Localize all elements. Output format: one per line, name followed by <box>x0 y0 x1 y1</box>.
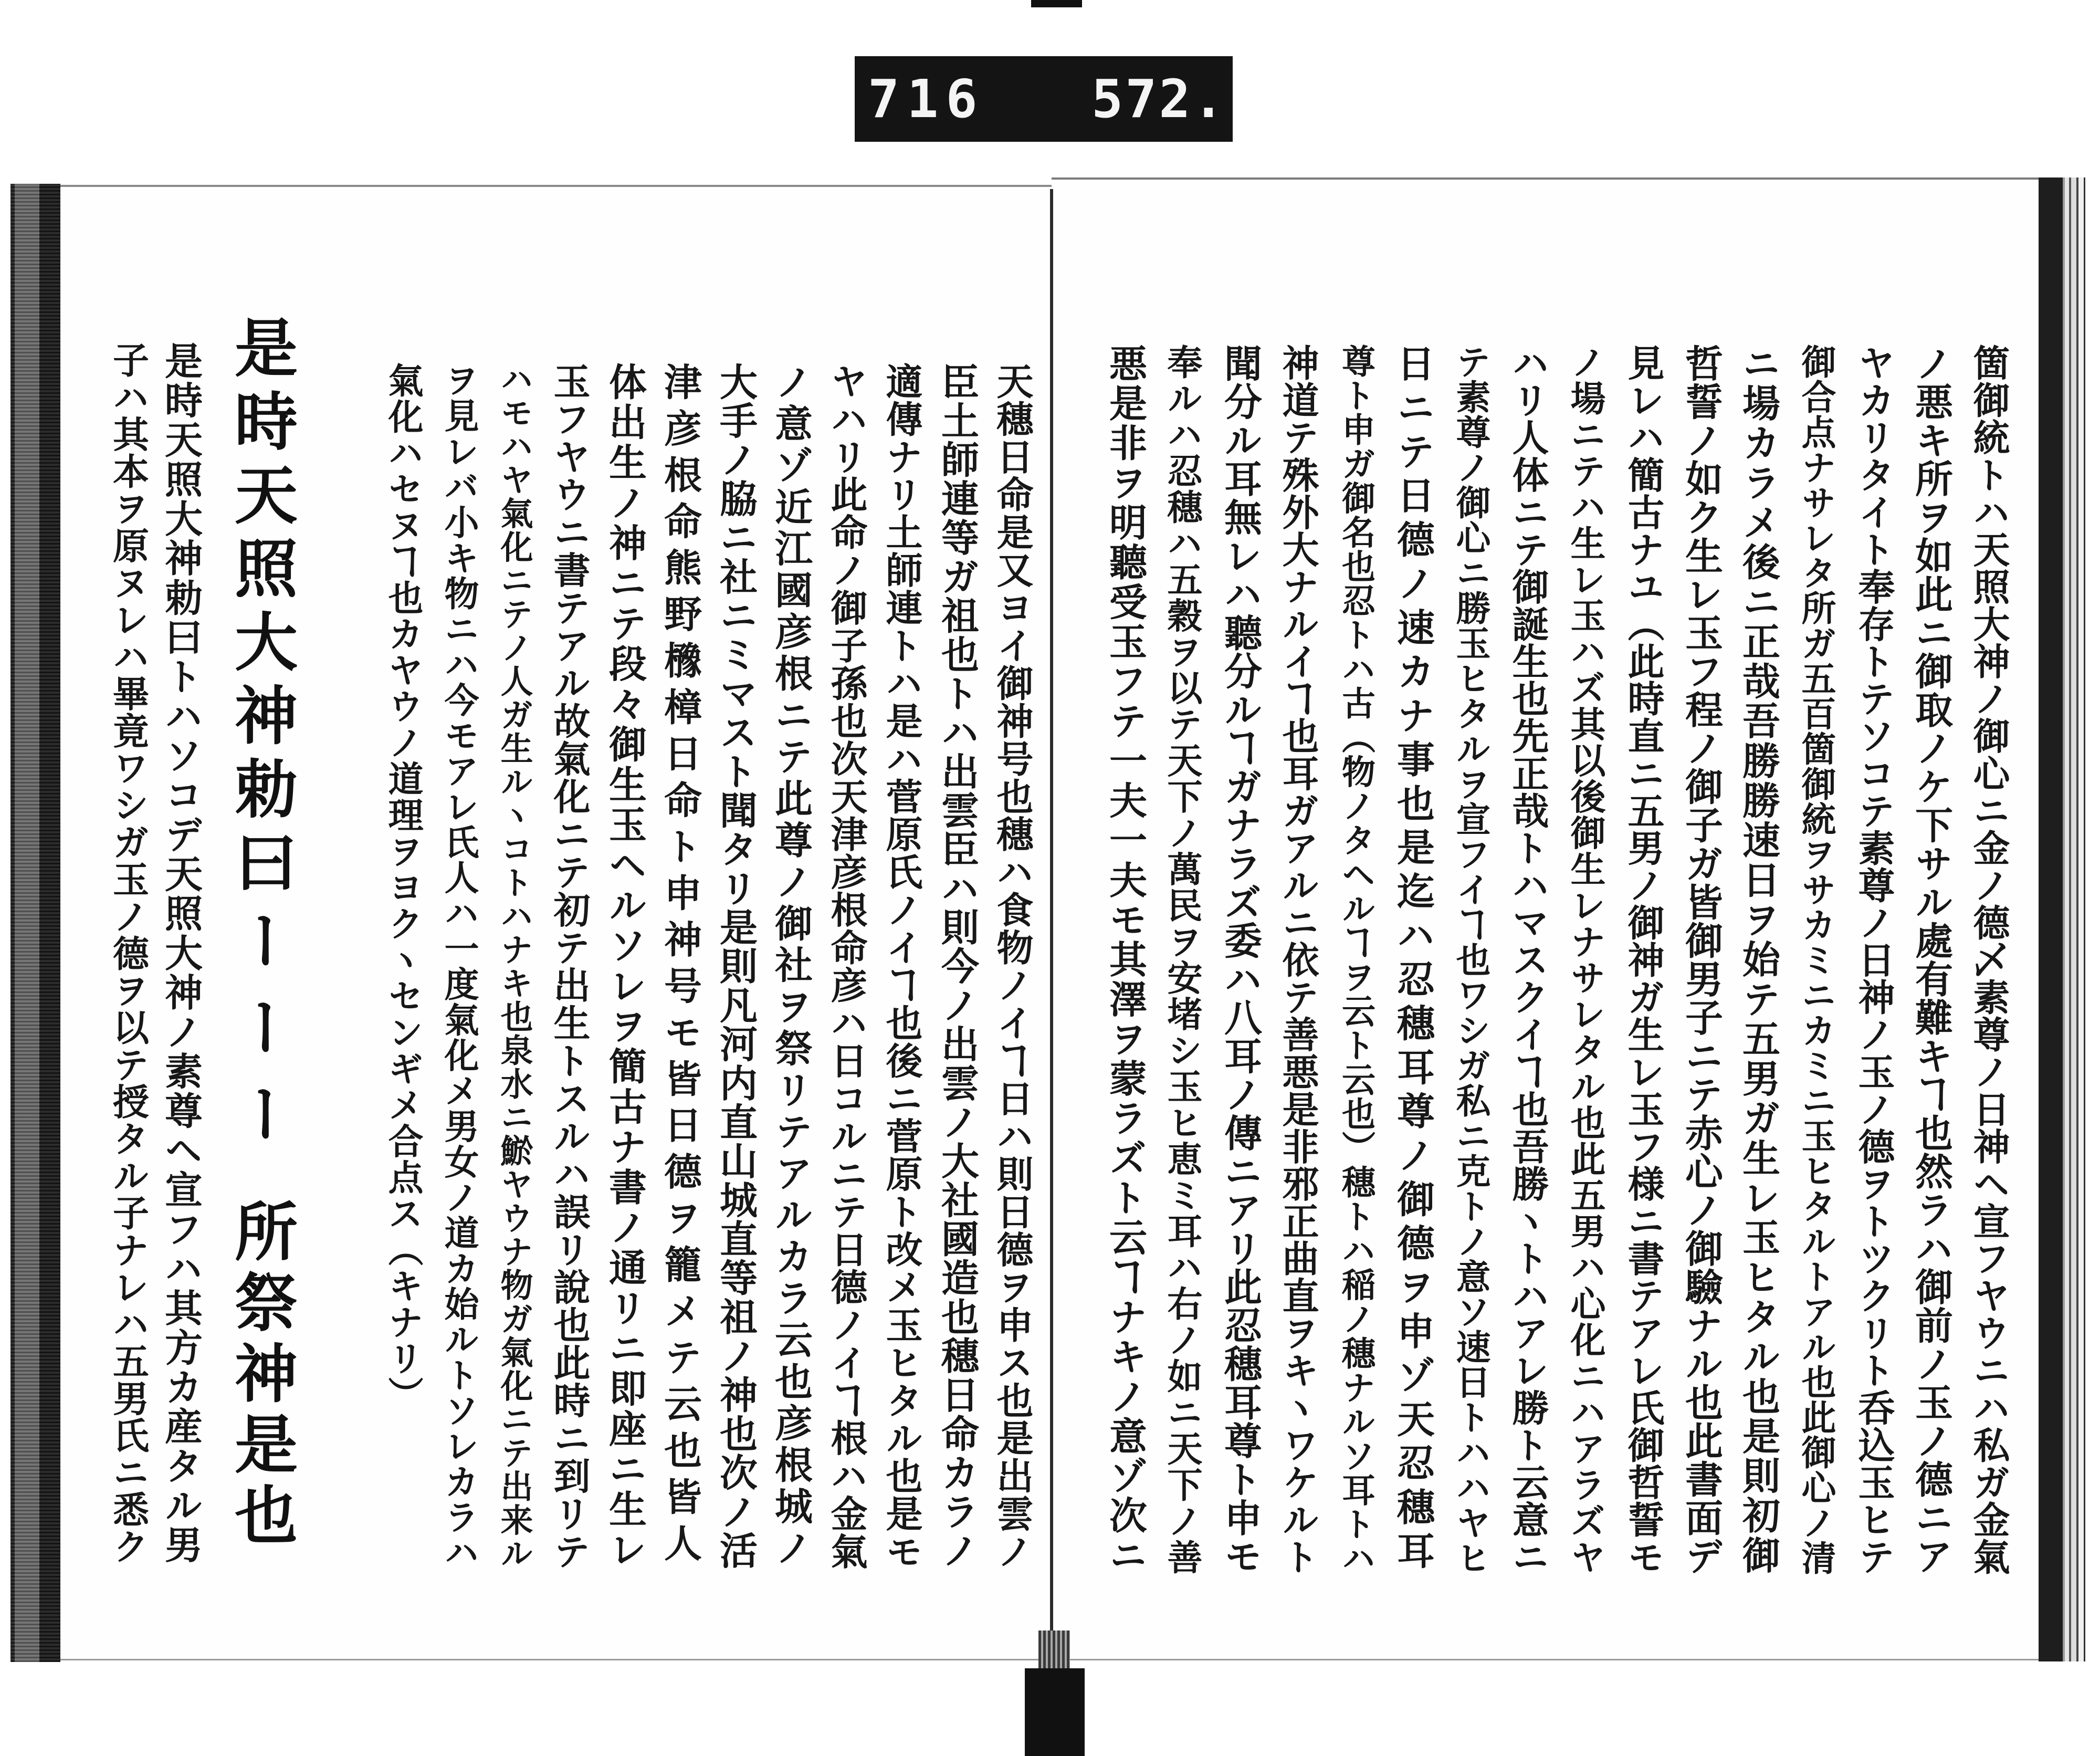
catalog-number-left: 716 <box>868 68 985 130</box>
text-column: ノ意ゾ近江國彦根ニテ此尊ノ御社ヲ祭リテアルカラ云也彦根城ノ <box>769 362 813 1570</box>
text-column: 玉フヤウニ書テアル故氣化ニテ初テ出生トスルハ誤リ說也此時ニ到リテ <box>548 362 591 1571</box>
text-column: 津彦根命熊野櫲樟日命ト申神号モ皆日德ヲ籠メテ云也皆人 <box>658 362 702 1570</box>
text-column: ヲ見レバ小キ物ニハ今モアレ氏人ハ一度氣化メ男女ノ道カ始ルトソレカラハ <box>438 362 479 1571</box>
section-heading: 是時天照大神勅曰 <box>224 315 298 903</box>
text-column: ノ場ニテハ生レ玉ハズ其以後御生レナサレタル也此五男ハ心化ニハアラズヤ <box>1565 344 1606 1575</box>
text-column: テ素尊ノ御心ニ勝玉ヒタルヲ宣フイヿ也ワシガ私ニ克トノ意ソ速日トハハヤヒ <box>1450 344 1491 1575</box>
text-column: 子ハ其本ヲ原ヌレハ畢竟ワシガ玉ノ德ヲ以テ授タル子ナレハ五男氏ニ悉ク <box>107 341 149 1565</box>
text-column: 日ニテ日德ノ速カナ事也是迄ハ忍穗耳尊ノ御德ヲ申ゾ天忍穗耳 <box>1391 344 1435 1575</box>
text-column: 体出生ノ神ニテ段々御生玉ヘルソレヲ簡古ナ書ノ通リニ即座ニ生レ <box>603 362 647 1571</box>
text-column: ノ悪キ所ヲ如此ニ御取ノケ下サル處有難キヿ也然ラハ御前ノ玉ノ德ニア <box>1909 344 1954 1575</box>
text-column: 奉ルハ忍穗ハ五穀ヲ以テ天下ノ萬民ヲ安堵シ玉ヒ恵ミ耳ハ右ノ如ニ天下ノ善 <box>1162 344 1203 1575</box>
text-column: 天穗日命是又ヨイ御神号也穗ハ食物ノイヿ日ハ則日德ヲ申ス也是出雲ノ <box>991 362 1034 1571</box>
binding-thread <box>1038 1630 1070 1668</box>
text-column: ハリ人体ニテ御誕生也先正哉トハマスクイヿ也吾勝ヽトハアレ勝ト云意ニ <box>1506 344 1550 1575</box>
text-column: 悪是非ヲ明聽受玉フテ一夫一夫モ其澤ヲ蒙ラズト云ヿナキノ意ゾ次ニ <box>1103 344 1148 1576</box>
catalog-number-label <box>855 56 1233 142</box>
section-heading-dashes: ーーー <box>224 908 298 1168</box>
text-column: 神道テ殊外大ナルイヿ也耳ガアルニ依テ善悪是非邪正曲直ヲキヽワケルト <box>1276 344 1320 1575</box>
text-column: 哲誓ノ如ク生レ玉フ程ノ御子ガ皆御男子ニテ赤心ノ御驗ナル也此書面デ <box>1679 344 1724 1575</box>
text-column: ハモハヤ氣化ニテノ人ガ生ルヽコトハナキ也泉水ニ鯲ヤウナ物ガ氣化ニテ出来ル <box>495 362 533 1571</box>
top-binding-bar <box>1031 0 1082 7</box>
catalog-number-right: 572. <box>1091 68 1226 130</box>
text-column: 尊ト申ガ御名也忍トハ古（物ノタヘルヿヲ云ト云也）穗トハ稲ノ穗ナルソ耳トハ <box>1336 344 1376 1576</box>
text-column: 御合点ナサレタ所ガ五百箇御統ヲサカミニカミニ玉ヒタルトアル也此御心ノ清 <box>1796 344 1836 1575</box>
text-column: 是時天照大神勅曰トハソコデ天照大神ノ素尊ヘ宣フハ其方カ産タル男 <box>159 341 203 1565</box>
text-column: 聞分ル耳無レハ聽分ルヿガナラズ委ハ八耳ノ傳ニアリ此忍穗耳尊ト申モ <box>1218 344 1263 1575</box>
book-edge-left <box>10 184 60 1662</box>
text-column: 大手ノ脇ニ社ニミマスト聞タリ是則凡河内直山城直等祖ノ神也次ノ活 <box>713 362 758 1570</box>
text-column: 適傳ナリ土師連トハ是ハ菅原氏ノイヿ也後ニ菅原ト改メ玉ヒタル也是モ <box>880 362 923 1571</box>
page-gutter <box>1050 189 1053 1657</box>
text-column: 臣土師連等ガ祖也トハ出雲臣ハ則今ノ出雲ノ大社國造也穗日命カラノ <box>935 362 980 1570</box>
text-column: 氣化ハセヌヿ也カヤウノ道理ヲヨクヽセンギメ合点ス（キナリ） <box>383 362 424 1413</box>
text-column: 見レハ簡古ナユ（此時直ニ五男ノ御神ガ生レ玉フ様ニ書テアレ氏御哲誓モ <box>1622 344 1665 1575</box>
text-column: ヤハリ此命ノ御子孫也次天津彦根命彦ハ日コルニテ日德ノイヿ根ハ金氣 <box>825 362 868 1571</box>
section-heading-tail: 所祭神是也 <box>224 1199 298 1553</box>
text-column: ヤカリタイト奉存トテソコテ素尊ノ日神ノ玉ノ德ヲトツクリト呑込玉ヒテ <box>1852 344 1896 1575</box>
book-edge-right <box>2039 177 2090 1661</box>
bottom-binding-tab <box>1025 1668 1085 1756</box>
text-column: 箇御統トハ天照大神ノ御心ニ金ノ德乄素尊ノ日神ヘ宣フヤウニハ私ガ金氣 <box>1967 344 2011 1575</box>
text-column: ニ場カラメ後ニ正哉吾勝勝速日ヲ始テ五男ガ生レ玉ヒタル也是則初御 <box>1736 344 1781 1576</box>
